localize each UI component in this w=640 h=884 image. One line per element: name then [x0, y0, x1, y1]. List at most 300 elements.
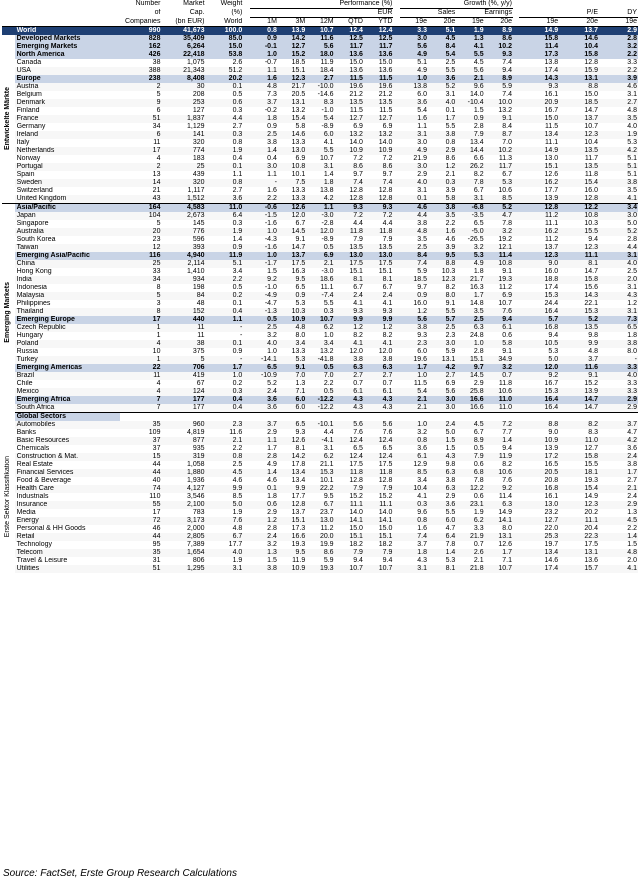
table-cell: 16.0: [584, 187, 599, 194]
table-row: [2, 131, 638, 139]
row-label: Utilities: [15, 565, 120, 573]
table-cell: [250, 413, 278, 422]
table-cell: 6.5: [599, 324, 638, 332]
table-row: [2, 244, 638, 252]
table-row-agg: [2, 51, 638, 59]
table-cell: 21.9: [413, 155, 427, 162]
table-row-agg: [2, 75, 638, 83]
table-cell: 1: [120, 324, 162, 332]
table-cell: 783: [192, 509, 205, 516]
table-cell: 7.4: [364, 179, 393, 187]
table-row: [2, 179, 638, 187]
table-cell: 2.0: [599, 276, 638, 284]
table-body: [2, 27, 638, 574]
table-cell: 6.9: [353, 123, 363, 130]
row-label: Emerging Africa: [15, 396, 120, 404]
table-cell: 15.7: [559, 565, 599, 573]
row-label: Indonesia: [16, 284, 47, 291]
table-row-agg: [2, 204, 638, 213]
table-cell: 5.4: [400, 388, 428, 396]
table-cell: 13: [152, 171, 161, 178]
table-cell: -2.8: [321, 220, 334, 227]
table-cell: 17: [120, 316, 162, 324]
market-overview-table: [2, 0, 638, 573]
table-cell: 1.2: [428, 163, 456, 171]
table-cell: 5.6: [400, 43, 428, 51]
table-cell: 8.4: [400, 252, 428, 260]
table-cell: 18.1: [559, 469, 599, 477]
table-cell: 15.1: [335, 533, 364, 541]
table-cell: 13.6: [364, 67, 393, 75]
table-cell: 14.3: [559, 292, 599, 300]
table-cell: 0.4: [206, 308, 244, 316]
table-cell: 5.1: [627, 155, 637, 162]
table-cell: 7.7: [502, 429, 513, 436]
table-cell: 21.7: [278, 83, 306, 91]
table-cell: 5.4: [428, 51, 456, 59]
row-label: Technology: [16, 541, 52, 548]
table-cell: 14.6: [278, 131, 306, 139]
table-row: [2, 195, 638, 204]
table-cell: 9: [120, 99, 162, 107]
table-cell: 1,117: [187, 187, 205, 194]
table-cell: 3.8: [335, 356, 364, 364]
table-row: [2, 187, 638, 195]
table-cell: 8.5: [400, 469, 428, 477]
table-cell: 4.5: [473, 59, 484, 66]
table-cell: 3.4: [417, 477, 427, 484]
table-cell: 22.3: [559, 533, 599, 541]
table-cell: 0.8: [445, 139, 456, 146]
table-cell: 13.7: [559, 27, 599, 36]
table-cell: 11.8: [498, 380, 513, 387]
table-cell: 19.3: [291, 541, 306, 548]
table-cell: 12.8: [335, 195, 364, 204]
table-cell: 2.9: [599, 396, 638, 404]
table-cell: 1,880: [161, 469, 205, 477]
table-cell: 9.3: [364, 308, 393, 316]
table-cell: 10.2: [485, 147, 513, 155]
row-label: Philippines: [16, 300, 51, 307]
table-cell: 2.9: [267, 429, 277, 436]
table-cell: 8,408: [161, 75, 205, 83]
table-cell: 2.7: [364, 372, 393, 380]
table-cell: 13.3: [291, 348, 306, 355]
table-cell: 3.8: [428, 204, 456, 213]
table-cell: 12.8: [378, 477, 393, 484]
table-cell: 1.2: [627, 300, 637, 307]
table-cell: 9.4: [588, 236, 599, 243]
table-cell: 1.4: [323, 171, 334, 178]
table-cell: 4.9: [267, 461, 277, 468]
table-cell: 5.3: [485, 179, 513, 187]
table-cell: 0.1: [232, 300, 243, 307]
table-cell: 7.9: [364, 485, 393, 493]
table-cell: 5.4: [417, 107, 427, 114]
table-cell: 1.1: [250, 437, 278, 445]
table-cell: 1.7: [485, 549, 513, 557]
table-cell: 16.4: [519, 404, 559, 413]
table-cell: 7.3: [267, 91, 277, 98]
table-cell: 10.4: [559, 43, 599, 51]
table-cell: 10.6: [485, 388, 513, 396]
table-cell: 5.8: [485, 340, 513, 348]
table-cell: 7.8: [473, 477, 484, 484]
table-cell: 13.2: [335, 131, 364, 139]
table-cell: 4.0: [599, 372, 638, 380]
table-cell: 8.1: [559, 260, 599, 268]
table-cell: -7.4: [306, 292, 334, 300]
table-cell: 9.3: [364, 204, 393, 213]
table-row: [2, 453, 638, 461]
table-cell: 7.9: [335, 549, 364, 557]
table-row-agg: [2, 316, 638, 324]
table-cell: 10.9: [278, 565, 306, 573]
table-cell: 5.6: [306, 43, 334, 51]
table-cell: 40: [152, 477, 161, 484]
table-cell: 3.4: [306, 340, 334, 348]
table-cell: 11.2: [320, 525, 334, 532]
row-label: Emerging Americas: [15, 364, 120, 372]
table-cell: 8.6: [445, 155, 456, 162]
table-cell: 13.1: [428, 356, 456, 364]
table-cell: 18.2: [349, 541, 363, 548]
table-cell: 1.0: [250, 51, 278, 59]
table-cell: 1,936: [187, 477, 205, 484]
table-row: [2, 99, 638, 107]
table-cell: 7.9: [382, 236, 393, 243]
table-cell: 3.3: [627, 59, 637, 66]
table-cell: -: [206, 356, 244, 364]
table-cell: 15.4: [559, 485, 599, 493]
table-cell: 3.5: [599, 115, 638, 123]
table-cell: 17: [152, 509, 161, 516]
row-label: Sweden: [15, 179, 120, 187]
table-cell: 12.9: [413, 461, 427, 468]
row-label: Asia/Pacific: [15, 204, 120, 213]
table-row: [2, 461, 638, 469]
table-cell: -: [239, 332, 243, 339]
table-cell: 35,409: [161, 35, 205, 43]
table-cell: 1: [120, 356, 162, 364]
table-cell: 14.7: [584, 268, 599, 275]
header-growth: Growth (%, y/y): [400, 0, 513, 9]
table-cell: 3.2: [267, 541, 277, 548]
table-cell: 6.7: [206, 533, 244, 541]
table-cell: 15: [120, 453, 162, 461]
table-cell: 0.9: [400, 292, 428, 300]
table-cell: 7.6: [206, 517, 244, 525]
table-cell: 1.9: [206, 147, 244, 155]
table-cell: 7.2: [353, 155, 363, 162]
table-cell: 16.6: [456, 404, 484, 413]
table-cell: 8.2: [445, 284, 456, 291]
table-cell: 2.5: [400, 244, 428, 252]
table-cell: 3,173: [161, 517, 205, 525]
header-pe-20e: 20e: [559, 18, 599, 27]
table-cell: 3.1: [206, 565, 244, 573]
table-cell: 4.4: [323, 429, 334, 436]
table-cell: 14.5: [278, 228, 306, 236]
table-cell: 10.7: [485, 565, 513, 573]
table-cell: 9.1: [502, 348, 513, 355]
table-cell: 4.6: [599, 83, 638, 91]
table-cell: 17.7: [291, 493, 306, 500]
table-cell: 8.2: [502, 461, 513, 468]
row-label: Retail: [15, 533, 120, 541]
table-row: [2, 340, 638, 348]
table-cell: 13.6: [364, 51, 393, 59]
header-dy: DY: [599, 9, 638, 18]
table-cell: 5.0: [206, 501, 244, 509]
table-cell: 0.5: [250, 316, 278, 324]
table-cell: 3: [156, 300, 161, 307]
table-cell: 6.3: [428, 485, 456, 493]
table-cell: -12.2: [306, 404, 334, 413]
table-cell: 13.4: [470, 139, 484, 146]
table-cell: 3.2: [417, 429, 427, 436]
table-cell: 15.1: [364, 533, 393, 541]
table-cell: 4.4: [400, 212, 428, 220]
table-cell: 1.5: [445, 445, 456, 452]
table-cell: 1.8: [400, 549, 428, 557]
table-cell: 12: [120, 244, 162, 252]
table-cell: 10.7: [306, 316, 334, 324]
table-cell: 22,418: [161, 51, 205, 59]
table-cell: 38: [152, 59, 161, 66]
table-cell: 8.2: [473, 171, 484, 178]
table-row: [2, 557, 638, 565]
table-cell: 2,673: [161, 212, 205, 220]
table-cell: 8.6: [485, 35, 513, 43]
table-cell: 15.4: [559, 179, 599, 187]
table-cell: 238: [120, 75, 162, 83]
table-cell: 13.9: [559, 388, 599, 396]
table-cell: 2.3: [445, 332, 456, 339]
table-cell: 2.7: [232, 123, 243, 130]
table-cell: 20.2: [206, 75, 244, 83]
table-cell: 4.8: [250, 83, 278, 91]
table-cell: 1,410: [187, 268, 205, 275]
table-cell: 9.4: [502, 445, 513, 452]
table-cell: 9.9: [278, 485, 306, 493]
table-cell: 388: [120, 67, 162, 75]
table-cell: 1.9: [232, 509, 243, 516]
table-cell: 4.8: [278, 324, 306, 332]
table-cell: 2.5: [232, 461, 243, 468]
table-cell: 9.3: [335, 204, 364, 213]
table-cell: 0.6: [473, 493, 484, 500]
header-world: World: [206, 18, 244, 27]
source-note: Source: FactSet, Erste Group Research Calculations: [3, 868, 237, 879]
table-cell: 12.4: [335, 437, 364, 445]
table-cell: 3.0: [250, 163, 278, 171]
table-cell: 1,058: [187, 461, 205, 468]
table-cell: 16.4: [519, 396, 559, 404]
table-cell: 9.3: [519, 83, 559, 91]
table-cell: 2.8: [267, 525, 277, 532]
table-cell: 14.2: [278, 453, 306, 461]
table-cell: 0.9: [250, 35, 278, 43]
table-cell: 13.3: [291, 139, 306, 146]
table-cell: 3.6: [428, 75, 456, 83]
row-label: Telecom: [15, 549, 120, 557]
header-eur: EUR: [250, 9, 394, 18]
table-cell: 37: [152, 445, 161, 452]
table-cell: 21.8: [456, 565, 484, 573]
table-cell: 5.5: [306, 147, 334, 155]
table-cell: [428, 413, 456, 422]
table-cell: 9.2: [485, 485, 513, 493]
table-cell: 7.0: [278, 372, 306, 380]
table-cell: 3.8: [267, 139, 277, 146]
table-cell: 13.1: [278, 99, 306, 107]
table-cell: 3.8: [627, 461, 637, 468]
table-cell: 4.5: [206, 469, 244, 477]
table-cell: 6.2: [456, 517, 484, 525]
table-cell: 0.7: [382, 380, 393, 387]
table-cell: 14.7: [584, 107, 599, 114]
table-cell: 11.9: [485, 453, 513, 461]
row-label: Energy: [15, 517, 120, 525]
table-cell: 1,512: [161, 195, 205, 204]
table-cell: 3.8: [599, 179, 638, 187]
table-cell: 15.2: [349, 493, 363, 500]
table-cell: 1.7: [206, 364, 244, 372]
side-label-developed: Entwickelte Märkte: [2, 35, 15, 204]
table-cell: 20.4: [584, 525, 599, 532]
table-cell: 31: [152, 557, 161, 564]
table-cell: 11.7: [485, 163, 513, 171]
table-cell: 51.2: [206, 67, 244, 75]
table-cell: 38: [161, 340, 205, 348]
table-cell: 8.0: [428, 292, 456, 300]
table-cell: 8.2: [382, 332, 393, 339]
row-label: Automobiles: [15, 421, 120, 429]
row-label: France: [15, 115, 120, 123]
table-cell: 7: [120, 404, 162, 413]
table-cell: 10.7: [335, 565, 364, 573]
table-cell: 13.5: [559, 163, 599, 171]
table-cell: 0.1: [206, 163, 244, 171]
table-cell: 11.0: [206, 204, 244, 213]
table-cell: -3.0: [321, 268, 334, 275]
table-cell: 5.2: [599, 228, 638, 236]
table-cell: 11.9: [320, 59, 334, 66]
table-cell: 10.8: [278, 163, 306, 171]
table-cell: 11.8: [364, 228, 393, 236]
table-cell: 1.9: [473, 509, 484, 516]
table-cell: -8.9: [321, 123, 334, 130]
table-cell: 1,075: [187, 59, 205, 66]
table-cell: 11.8: [364, 469, 393, 477]
table-cell: 9.6: [456, 83, 484, 91]
table-cell: 10.7: [319, 155, 334, 162]
table-cell: 14.6: [544, 557, 559, 564]
table-cell: 2.0: [627, 557, 637, 564]
table-cell: 25: [161, 163, 205, 171]
table-cell: 16.1: [544, 493, 559, 500]
table-cell: 8.8: [559, 83, 599, 91]
table-cell: 67: [196, 380, 205, 387]
table-cell: 426: [120, 51, 162, 59]
table-cell: 37: [120, 437, 162, 445]
table-cell: 7.2: [382, 155, 393, 162]
table-cell: 74: [120, 485, 162, 493]
table-cell: 8.0: [295, 332, 306, 339]
table-cell: 15.0: [349, 59, 363, 66]
table-row: [2, 429, 638, 437]
table-row: [2, 549, 638, 557]
table-row: [2, 485, 638, 493]
row-label: Canada: [16, 59, 42, 66]
table-cell: 3.1: [400, 565, 428, 573]
row-label: Australia: [15, 228, 120, 236]
table-cell: 11: [161, 324, 205, 332]
row-label: Health Care: [15, 485, 120, 493]
table-cell: 5.9: [323, 557, 334, 564]
header-12m: 12M: [306, 18, 334, 27]
table-cell: 8.4: [428, 43, 456, 51]
table-cell: 9.1: [295, 236, 306, 243]
table-cell: 1.1: [417, 123, 427, 130]
table-cell: 9.1: [445, 300, 456, 307]
table-cell: 15.8: [559, 276, 599, 284]
table-cell: 6.7: [306, 501, 334, 509]
row-label: India: [15, 276, 120, 284]
table-cell: 3.5: [428, 212, 456, 220]
table-cell: 0.3: [428, 179, 456, 187]
table-cell: 3.4: [278, 340, 306, 348]
table-cell: 3.8: [400, 324, 428, 332]
table-cell: 33: [152, 268, 161, 275]
table-cell: 24.8: [470, 332, 484, 339]
header-sales-20e: 20e: [428, 18, 456, 27]
row-label: Financial Services: [15, 469, 120, 477]
table-cell: 3.8: [445, 477, 456, 484]
table-cell: 7.4: [400, 260, 428, 268]
table-cell: 0.6: [502, 332, 513, 339]
table-row: [2, 228, 638, 236]
table-cell: 2.5: [445, 59, 456, 66]
table-cell: 4.6: [267, 477, 277, 484]
table-cell: 15.5: [584, 461, 599, 468]
side-label-emerging: Emerging Markets: [2, 204, 15, 422]
table-cell: 12.3: [519, 252, 559, 260]
table-cell: 4.5: [599, 517, 638, 525]
table-cell: 15.8: [519, 35, 559, 43]
row-label: Taiwan: [15, 244, 120, 252]
table-cell: 10.6: [485, 469, 513, 477]
table-cell: 2.4: [599, 453, 638, 461]
table-row-world: [2, 27, 638, 36]
table-cell: 11.5: [545, 123, 559, 130]
table-cell: 11.9: [292, 557, 306, 564]
table-cell: 3.9: [599, 75, 638, 83]
table-cell: 15.1: [278, 517, 306, 525]
table-cell: 5.5: [445, 123, 456, 130]
table-cell: -12.2: [306, 396, 334, 404]
table-cell: [519, 413, 559, 422]
table-cell: 7.9: [456, 453, 484, 461]
table-cell: 1.1: [206, 316, 244, 324]
table-row: [2, 83, 638, 91]
table-cell: 17.4: [519, 565, 559, 573]
table-cell: 2: [120, 163, 162, 171]
table-cell: 9.7: [382, 171, 393, 178]
table-cell: 116: [120, 252, 162, 260]
side-label-sectors: Erste Sektor Klassifikation: [2, 421, 15, 573]
